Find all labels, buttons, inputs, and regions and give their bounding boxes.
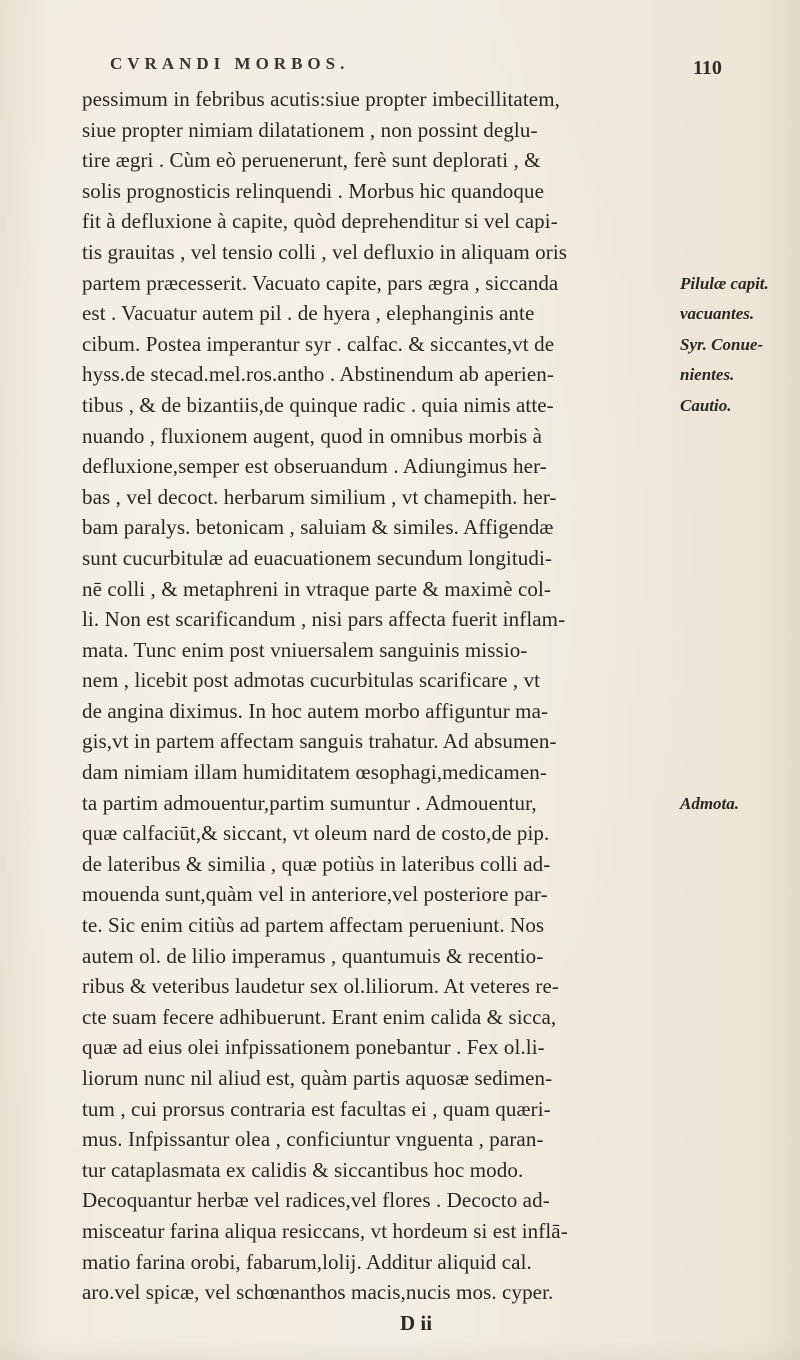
text-line: autem ol. de lilio imperamus , quantumuis & recentio-: [82, 943, 544, 968]
text-line: tire ægri . Cùm eò peruenerunt, ferè sunt deplorati , &: [82, 148, 541, 173]
text-line: aro.vel spicæ, vel schœnanthos macis,nucis mos. cyper.: [82, 1280, 554, 1305]
text-line: fit à defluxione à capite, quòd deprehenditur si vel capi-: [82, 209, 558, 234]
margin-note: vacuantes.: [680, 304, 755, 324]
margin-note: Cautio.: [680, 396, 732, 415]
text-line: Decoquantur herbæ vel radices,vel flores . Decocto ad-: [82, 1188, 550, 1213]
text-line: de angina diximus. In hoc autem morbo affiguntur ma-: [82, 698, 549, 723]
text-line: mouenda sunt,quàm vel in anteriore,vel posteriore par-: [82, 882, 548, 907]
text-line: te. Sic enim citiùs ad partem affectam perueniunt. Nos: [82, 913, 545, 938]
text-line: bam paralys. betonicam , saluiam & similes. Affigendæ: [82, 515, 554, 540]
text-line: matio farina orobi, fabarum,lolij. Additur aliquid cal.: [82, 1249, 532, 1274]
text-line: solis prognosticis relinquendi . Morbus hic quandoque: [82, 178, 544, 203]
text-line: tum , cui prorsus contraria est facultas ei , quam quæri-: [82, 1096, 551, 1121]
text-line: tur cataplasmata ex calidis & siccantibus hoc modo.: [82, 1157, 524, 1182]
text-line: liorum nunc nil aliud est, quàm partis aquosæ sedimen-: [82, 1066, 553, 1090]
text-line: bas , vel decoct. herbarum similium , vt chamepith. her-: [82, 484, 557, 509]
text-line: quæ calfaciūt,& siccant, vt oleum nard de costo,de pip.: [82, 821, 550, 846]
text-line: partem præcesserit. Vacuato capite, pars ægra , siccanda: [82, 270, 559, 295]
signature-mark: D ii: [400, 1311, 433, 1335]
text-line: pessimum in febribus acutis:siue propter imbecillitatem,: [82, 87, 560, 111]
text-line: hyss.de stecad.mel.ros.antho . Abstinendum ab aperien-: [82, 362, 554, 387]
page-number: 110: [693, 57, 722, 79]
margin-note: Admota.: [680, 793, 740, 813]
text-line: mus. Infpissantur olea , conficiuntur vnguenta , paran-: [82, 1127, 544, 1152]
text-line: ribus & veteribus laudetur sex ol.liliorum. At veteres re-: [82, 974, 560, 999]
margin-note: Syr. Conue-: [680, 334, 764, 354]
text-line: misceatur farina aliqua resiccans, vt hordeum si est inflā-: [82, 1218, 568, 1243]
text-line: tibus , & de bizantiis,de quinque radic . quia nimis atte-: [82, 392, 554, 417]
text-line: de lateribus & similia , quæ potiùs in lateribus colli ad-: [82, 851, 551, 876]
text-line: nem , licebit post admotas cucurbitulas scarificare , vt: [82, 668, 541, 693]
text-line: tis grauitas , vel tensio colli , vel defluxio in aliquam oris: [82, 239, 568, 264]
text-line: nē colli , & metaphreni in vtraque parte & maximè col-: [82, 576, 551, 601]
running-head: CVRANDI MORBOS.: [110, 54, 350, 73]
text-line: cte suam fecere adhibuerunt. Erant enim calida & sicca,: [82, 1004, 557, 1029]
text-line: ta partim admouentur,partim sumuntur . Admouentur,: [82, 790, 537, 815]
text-line: mata. Tunc enim post vniuersalem sanguinis missio-: [82, 637, 528, 662]
text-line: nuando , fluxionem augent, quod in omnibus morbis à: [82, 423, 543, 448]
text-line: sunt cucurbitulæ ad euacuationem secundum longitudi-: [82, 545, 553, 570]
text-line: quæ ad eius olei infpissationem ponebantur . Fex ol.li-: [82, 1035, 545, 1060]
margin-note: nientes.: [680, 365, 735, 385]
text-line: cibum. Postea imperantur syr . calfac. & siccantes,vt de: [82, 331, 555, 356]
body-text: [82, 84, 672, 1308]
text-line: est . Vacuatur autem pil . de hyera , elephanginis ante: [82, 301, 535, 326]
page-edge-shadow: [0, 1340, 800, 1360]
margin-note: Pilulæ capit.: [680, 273, 769, 293]
text-line: dam nimiam illam humiditatem œsophagi,medicamen-: [82, 760, 547, 785]
text-line: gis,vt in partem affectam sanguis trahatur. Ad absumen-: [82, 729, 557, 754]
text-line: defluxione,semper est obseruandum . Adiungimus her-: [82, 454, 547, 479]
text-line: siue propter nimiam dilatationem , non possint deglu-: [82, 117, 538, 142]
text-line: li. Non est scarificandum , nisi pars affecta fuerit inflam-: [82, 607, 566, 632]
